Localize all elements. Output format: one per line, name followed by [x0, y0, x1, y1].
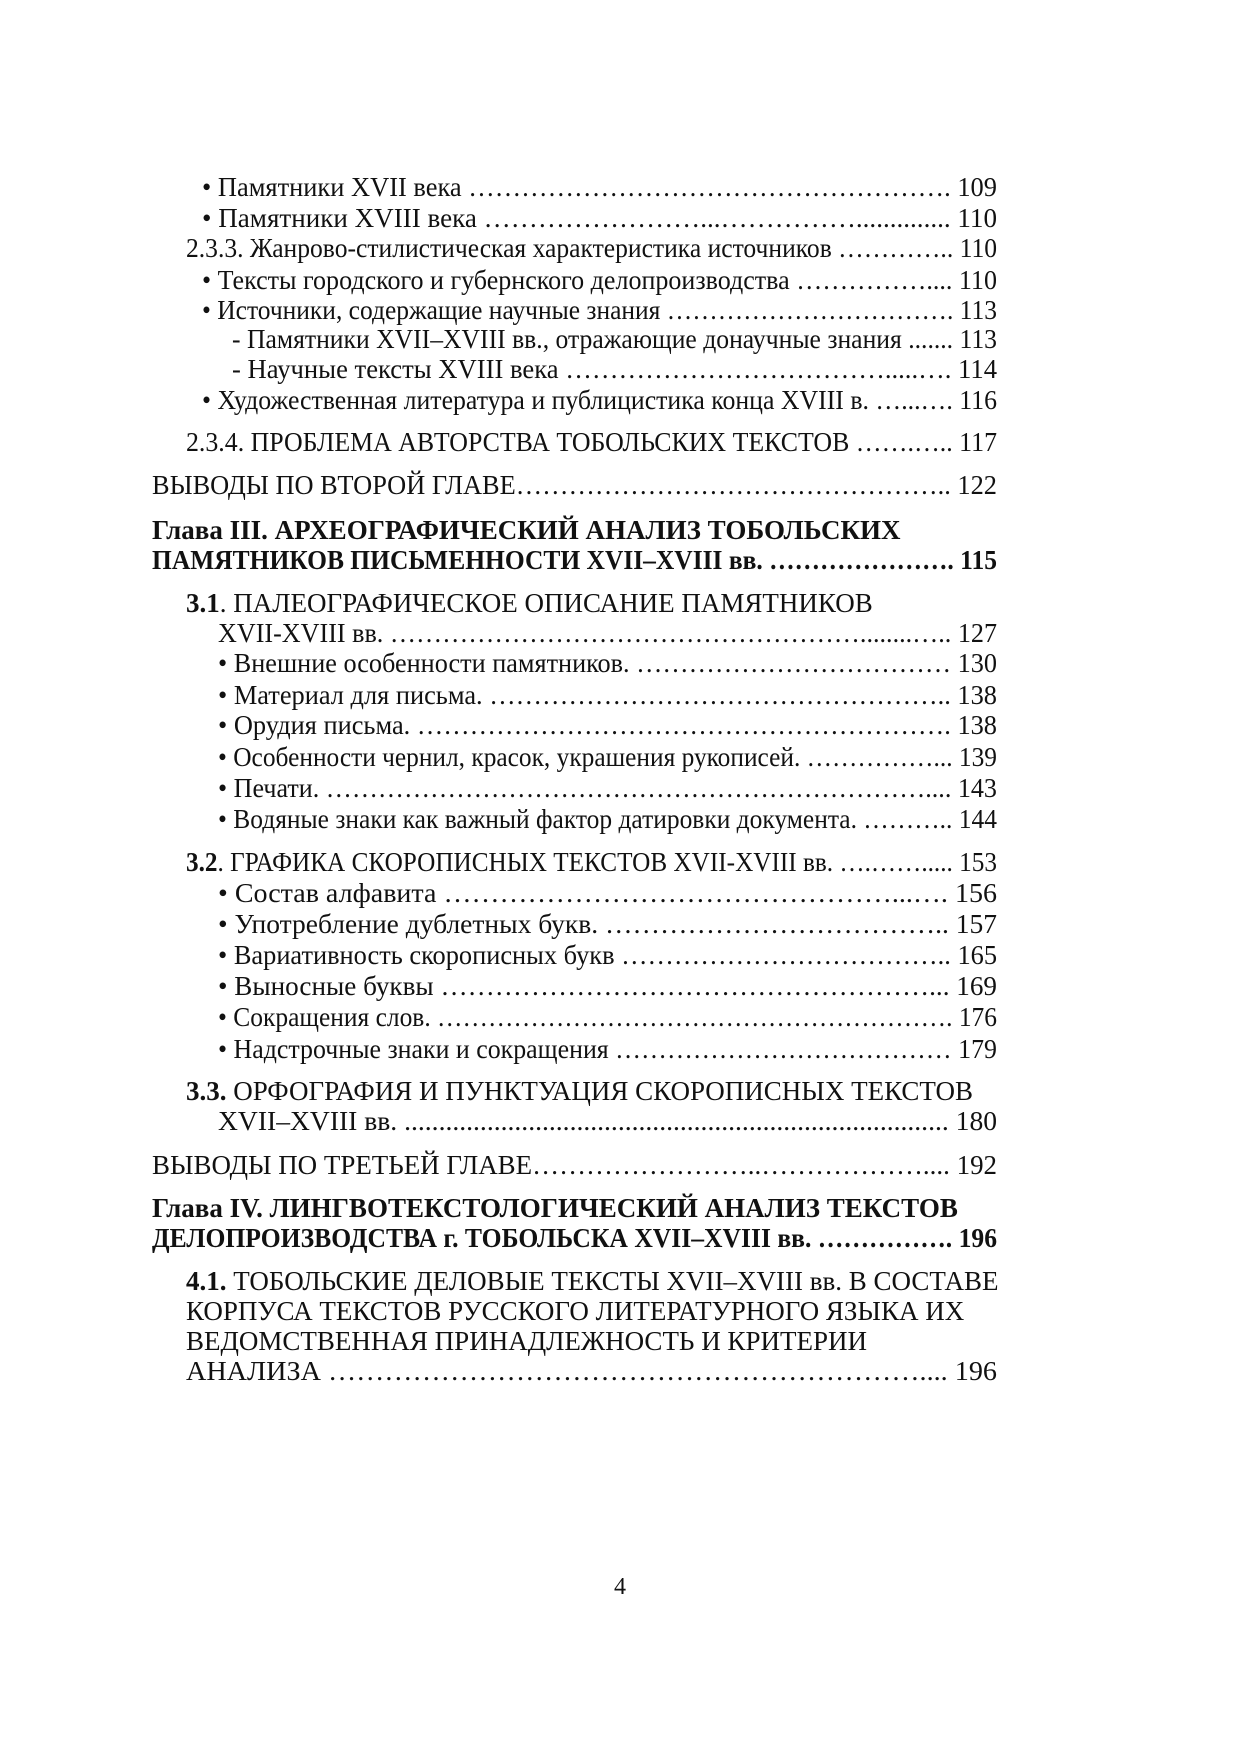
section-number: 4.1. [186, 1266, 227, 1296]
toc-line: XVII–XVIII вв. ............................................................................... 180 [218, 1106, 998, 1136]
toc-line: • Тексты городского и губернского делопроизводства …………….... 110 [202, 265, 997, 295]
toc-line: • Употребление дублетных букв. ……………………………….. 157 [218, 909, 997, 939]
toc-line: ПАМЯТНИКОВ ПИСЬМЕННОСТИ XVII–XVIII вв. …………………. 115 [152, 545, 997, 575]
toc-line: • Вариативность скорописных букв ……………………………….. 165 [218, 940, 998, 970]
toc-text: ОРФОГРАФИЯ И ПУНКТУАЦИЯ СКОРОПИСНЫХ ТЕКСТОВ [226, 1076, 974, 1106]
toc-line: ВЫВОДЫ ПО ТРЕТЬЕЙ ГЛАВЕ……………………..……………….... 192 [152, 1150, 998, 1180]
toc-line [186, 1264, 999, 1298]
toc-line: АНАЛИЗА ……………………………………………………….... 196 [186, 1356, 998, 1386]
toc-line: • Надстрочные знаки и сокращения ………………………………… 179 [218, 1034, 997, 1064]
toc-line: • Водяные знаки как важный фактор датировки документа. ……….. 144 [218, 804, 997, 834]
toc-text: . ПАЛЕОГРАФИЧЕСКОЕ ОПИСАНИЕ ПАМЯТНИКОВ [219, 588, 873, 618]
section-number: 3.3. [186, 1076, 227, 1106]
toc-line: 2.3.4. ПРОБЛЕМА АВТОРСТВА ТОБОЛЬСКИХ ТЕКСТОВ …….….. 117 [186, 427, 997, 457]
toc-line: ВЫВОДЫ ПО ВТОРОЙ ГЛАВЕ………………………………………….. 122 [152, 470, 997, 500]
toc-line: Глава III. АРХЕОГРАФИЧЕСКИЙ АНАЛИЗ ТОБОЛЬСКИХ [152, 515, 901, 545]
toc-line: 2.3.3. Жанрово-стилистическая характеристика источников ………….. 110 [186, 233, 998, 263]
page-number: 4 [614, 1574, 626, 1600]
section-number: 3.1 [186, 588, 220, 618]
toc-line: • Состав алфавита …………………………………………...…. 156 [218, 878, 997, 908]
toc-line: - Памятники XVII–XVIII вв., отражающие донаучные знания ....... 113 [232, 324, 998, 354]
toc-line: • Выносные буквы ………………………………………………... 169 [218, 971, 998, 1001]
toc-line: • Внешние особенности памятников. ……………………………… 130 [218, 648, 998, 678]
toc-line: • Памятники XVII века ………………………………………………. 109 [202, 172, 997, 202]
toc-text: ТОБОЛЬСКИЕ ДЕЛОВЫЕ ТЕКСТЫ XVII–XVIII вв. В СОСТАВЕ [226, 1266, 999, 1296]
toc-line [186, 586, 873, 620]
toc-line [186, 845, 997, 879]
toc-line: - Научные тексты XVIII века ……………………………….....…. 114 [232, 354, 998, 384]
toc-line: КОРПУСА ТЕКСТОВ РУССКОГО ЛИТЕРАТУРНОГО ЯЗЫКА ИХ [186, 1296, 965, 1326]
toc-line: • Особенности чернил, красок, украшения рукописей. ……………... 139 [218, 742, 998, 772]
toc-line: • Материал для письма. …………………………………………….. 138 [218, 680, 997, 710]
toc-line: • Источники, содержащие научные знания ……………………………. 113 [202, 295, 997, 325]
toc-line: • Печати. …………………………………………………………….... 143 [218, 773, 997, 803]
toc-line: XVII-XVIII вв. ………………………………………………........….. 127 [218, 618, 998, 648]
toc-line: ДЕЛОПРОИЗВОДСТВА г. ТОБОЛЬСКА XVII–XVIII вв. ……………. 196 [152, 1223, 998, 1253]
toc-line: • Орудия письма. ……………………………………………………. 138 [218, 710, 998, 740]
toc-text: . ГРАФИКА СКОРОПИСНЫХ ТЕКСТОВ XVII-XVIII вв. ….……..... 153 [217, 847, 997, 877]
toc-line [186, 1074, 973, 1108]
toc-line: ВЕДОМСТВЕННАЯ ПРИНАДЛЕЖНОСТЬ И КРИТЕРИИ [186, 1326, 867, 1356]
toc-line: • Художественная литература и публицистика конца XVIII в. …...…. 116 [202, 385, 997, 415]
toc-line: • Сокращения слов. ……………………………………………………. 176 [218, 1002, 998, 1032]
toc-line: Глава IV. ЛИНГВОТЕКСТОЛОГИЧЕСКИЙ АНАЛИЗ ТЕКСТОВ [152, 1193, 958, 1223]
toc-line: • Памятники XVIII века ……………………...…………….............. 110 [202, 203, 998, 233]
section-number: 3.2 [186, 847, 218, 877]
